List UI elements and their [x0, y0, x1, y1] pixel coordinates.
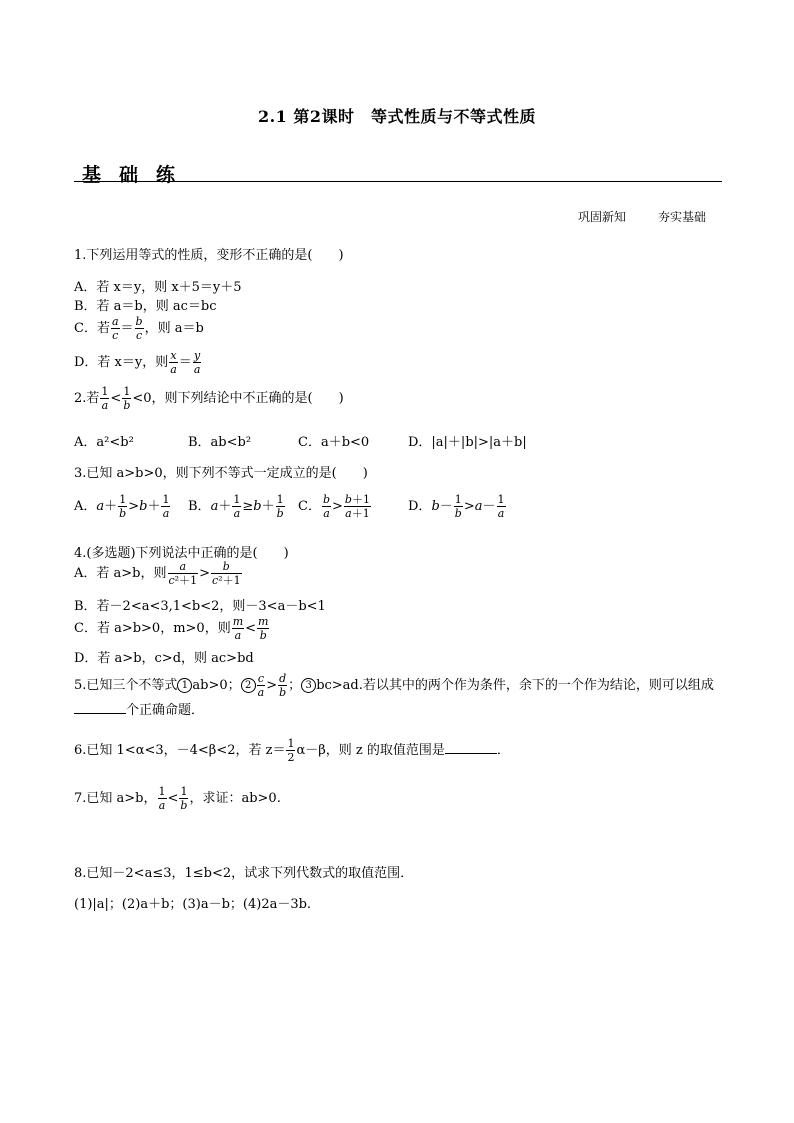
page-title: 2.1 第2课时 等式性质与不等式性质	[257, 107, 537, 126]
q3-option-d: D．b－ $\frac{1}{b}$ >a－ $\frac{1}{a}$	[408, 493, 505, 520]
q4-option-c: C．若 a>b>0，m>0，则 $\frac{m}{a}$ < $\frac{m}{b}$	[74, 615, 269, 642]
q1-option-c-suffix: ，则 a＝b	[144, 321, 204, 336]
fraction-b1-over-a1: $\frac{b+1}{a+1}$	[344, 493, 370, 520]
q1-option-d-prefix: D．若 x＝y，则	[74, 355, 169, 370]
circled-number-2: 2	[241, 678, 256, 693]
q6-prefix: 6.已知 1<α<3，－4<β<2，若 z＝	[74, 743, 286, 758]
q4-option-a: A．若 a>b，则 $\frac{a}{\text{c²＋1}}$ > $\frac{b}{\text{c²＋1}}$	[74, 560, 241, 587]
fraction-1-over-a: $\frac{1}{a}$	[162, 493, 170, 520]
q2-stem-suffix: <0，则下列结论中不正确的是( )	[132, 391, 344, 406]
q1-option-c-prefix: C．若	[74, 321, 110, 336]
fraction-c-over-a: $\frac{c}{a}$	[257, 672, 265, 699]
q6-middle: α－β，则 z 的取值范围是	[296, 743, 445, 758]
q2-option-d: D．|a|＋|b|>|a＋b|	[408, 435, 527, 450]
q2-option-a: A．a²<b²	[74, 435, 134, 450]
motto-left: 巩固新知	[578, 210, 627, 224]
q5-condition-1: ab>0；	[192, 678, 241, 693]
q5-condition-3: bc>ad.若以其中的两个作为条件，余下的一个作为结论，则可以组成	[316, 678, 714, 693]
q7-prefix: 7.已知 a>b，	[74, 791, 157, 806]
fraction-1-over-a: $\frac{1}{a}$	[233, 493, 241, 520]
q5-line-2	[74, 699, 204, 718]
fraction-1-over-2: $\frac{1}{2}$	[287, 737, 295, 764]
fraction-m-over-a: $\frac{m}{a}$	[232, 615, 244, 642]
q5-stem: 5.已知三个不等式 1 ab>0； 2 $\frac{c}{a}$ > $\frac{d}{b}$ ； 3 bc>ad.若以其中的两个作为条件，余下的一个作为结论，则可以组成	[74, 672, 714, 699]
q7-suffix: ，求证：ab>0.	[189, 791, 281, 806]
answer-blank[interactable]	[445, 753, 497, 754]
q3-option-c: C． $\frac{b}{a}$ > $\frac{b+1}{a+1}$	[298, 493, 370, 520]
fraction-b-over-c: $\frac{b}{c}$	[135, 315, 143, 342]
q3-option-a: A．a＋ $\frac{1}{b}$ >b＋ $\frac{1}{a}$	[74, 493, 170, 520]
q2-option-c: C．a＋b<0	[298, 435, 370, 450]
fraction-1-over-b: $\frac{1}{b}$	[123, 385, 131, 412]
q5-line-2-text: 个正确命题．	[126, 703, 205, 718]
q1-option-d: D．若 x＝y，则 $\frac{x}{a}$ ＝ $\frac{y}{a}$	[74, 349, 201, 376]
q3-option-b: B．a＋ $\frac{1}{a}$ ≥b＋ $\frac{1}{b}$	[188, 493, 284, 520]
q2-option-b: B．ab<b²	[188, 435, 252, 450]
q6-stem	[74, 738, 510, 763]
fraction-x-over-a: $\frac{x}{a}$	[170, 349, 177, 376]
q2-stem-prefix: 2.若	[74, 391, 100, 406]
fraction-y-over-a: $\frac{y}{a}$	[193, 349, 201, 376]
fraction-1-over-b: $\frac{1}{b}$	[119, 493, 127, 520]
q2-stem: 2.若 $\frac{1}{a}$ < $\frac{1}{b}$ <0，则下列结论中不正确的是( )	[74, 385, 344, 412]
fraction-1-over-b: $\frac{1}{b}$	[180, 785, 188, 812]
fraction-d-over-b: $\frac{d}{b}$	[279, 672, 287, 699]
fraction-1-over-a: $\frac{1}{a}$	[497, 493, 505, 520]
fraction-a-over-c: $\frac{a}{c}$	[111, 315, 119, 342]
q4-stem: 4.(多选题)下列说法中正确的是( )	[74, 546, 289, 561]
answer-blank[interactable]	[74, 713, 126, 714]
section-heading: 基础练	[82, 164, 194, 186]
q7-stem: 7.已知 a>b， $\frac{1}{a}$ < $\frac{1}{b}$ ，求证：ab>0.	[74, 785, 281, 812]
fraction-1-over-b: $\frac{1}{b}$	[276, 493, 284, 520]
q8-parts: (1)|a|；(2)a＋b；(3)a－b；(4)2a－3b.	[74, 897, 312, 912]
q8-stem: 8.已知－2<a≤3，1≤b<2，试求下列代数式的取值范围．	[74, 866, 414, 881]
fraction-a-over-c2plus1: $\frac{a}{\text{c²＋1}}$	[168, 560, 198, 587]
circled-number-3: 3	[301, 678, 316, 693]
q1-option-b: B．若 a＝b，则 ac＝bc	[74, 299, 217, 314]
q6-end: ．	[496, 743, 510, 758]
section-divider	[74, 181, 722, 182]
fraction-1-over-a: $\frac{1}{a}$	[158, 785, 166, 812]
q1-stem: 1.下列运用等式的性质，变形不正确的是( )	[74, 248, 344, 263]
fraction-m-over-b: $\frac{m}{b}$	[258, 615, 269, 642]
q1-option-a: A．若 x＝y，则 x＋5＝y＋5	[74, 280, 242, 295]
fraction-1-over-b: $\frac{1}{b}$	[454, 493, 462, 520]
q1-option-c: C．若 $\frac{a}{c}$ ＝ $\frac{b}{c}$ ，则 a＝b	[74, 315, 204, 342]
fraction-b-over-a: $\frac{b}{a}$	[322, 493, 330, 520]
q4-option-a-prefix: A．若 a>b，则	[74, 566, 167, 581]
motto-right: 夯实基础	[658, 210, 707, 224]
q4-option-c-prefix: C．若 a>b>0，m>0，则	[74, 621, 231, 636]
q4-option-b: B．若－2<a<3,1<b<2，则－3<a－b<1	[74, 599, 326, 614]
fraction-1-over-a: $\frac{1}{a}$	[101, 385, 109, 412]
q3-stem: 3.已知 a>b>0，则下列不等式一定成立的是( )	[74, 466, 368, 481]
circled-number-1: 1	[177, 678, 192, 693]
q4-option-d: D．若 a>b，c>d，则 ac>bd	[74, 651, 254, 666]
q5-prefix: 5.已知三个不等式	[74, 678, 178, 693]
fraction-b-over-c2plus1: $\frac{b}{\text{c²＋1}}$	[212, 560, 241, 587]
